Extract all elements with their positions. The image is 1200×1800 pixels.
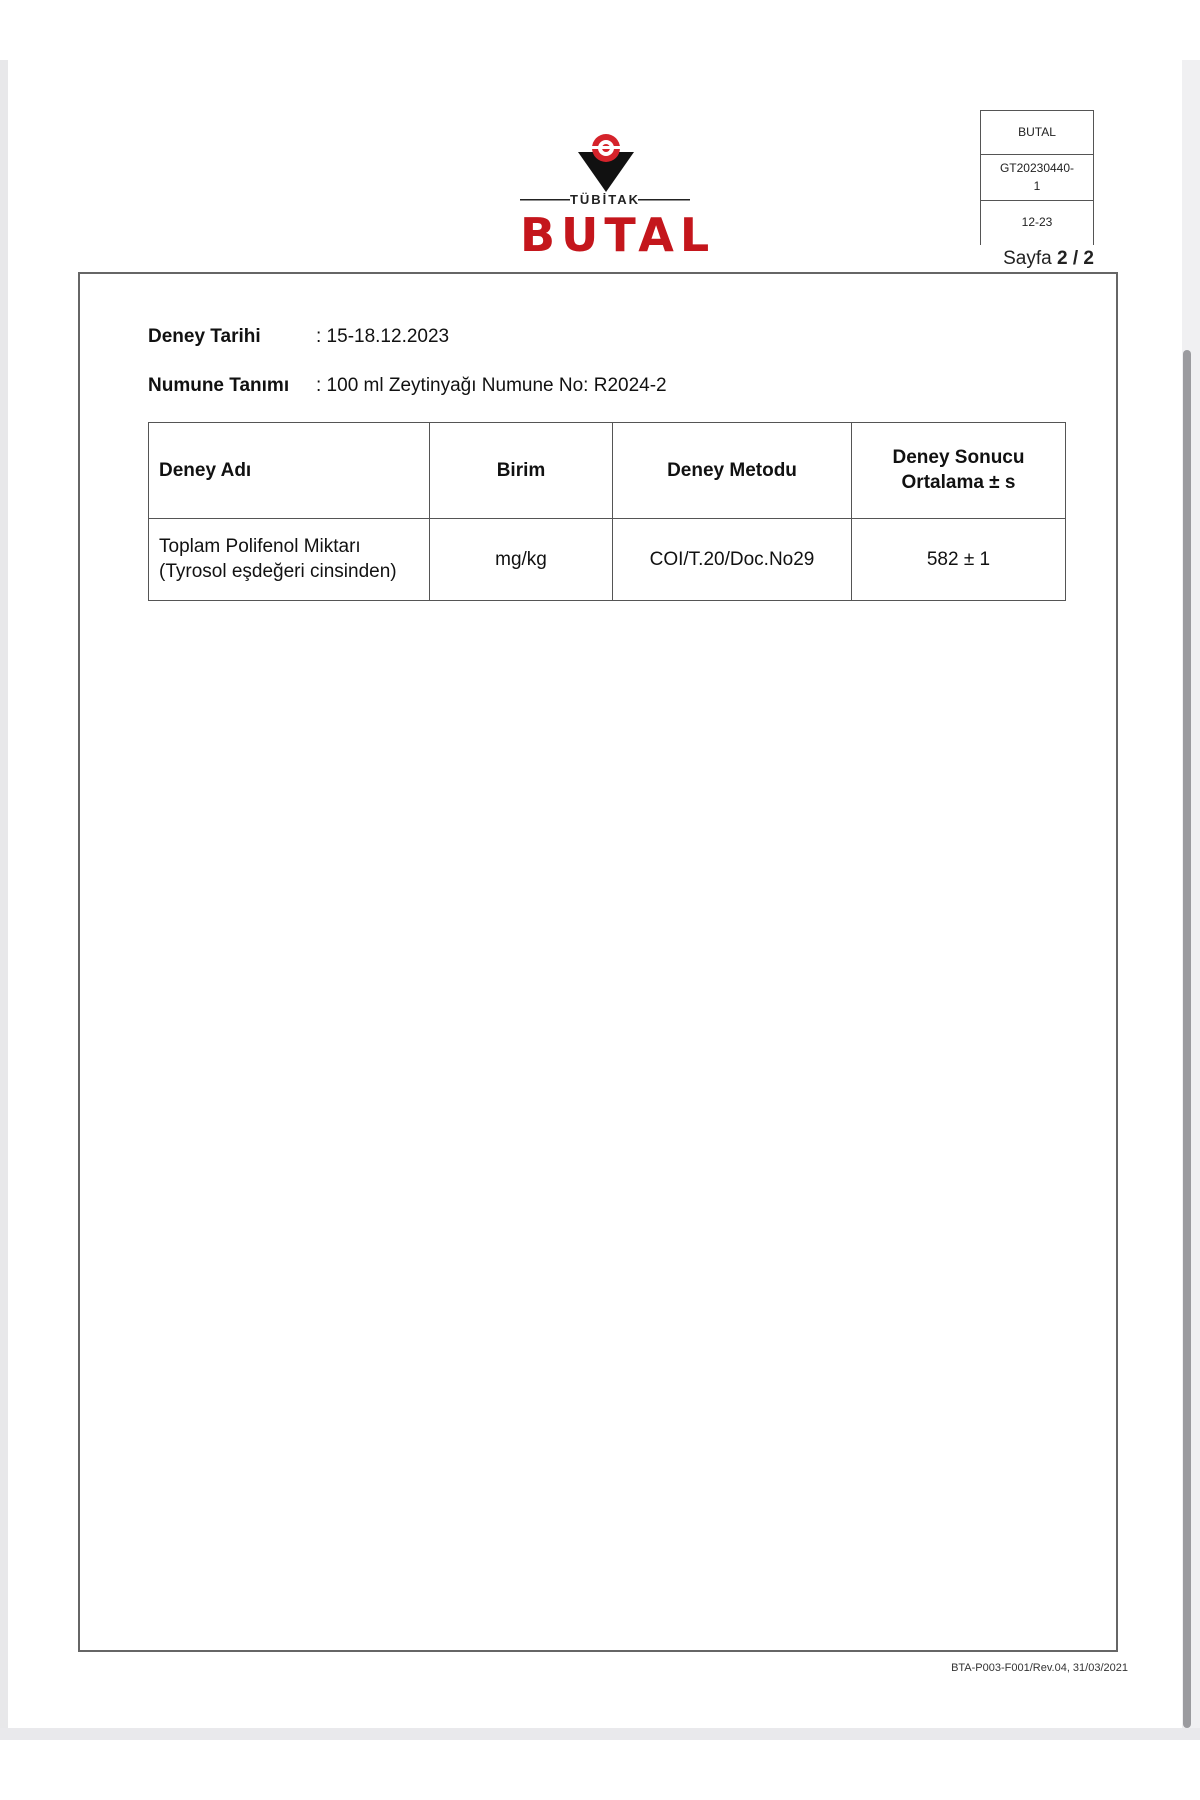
document-info-box bbox=[980, 110, 1094, 245]
tubitak-emblem-icon bbox=[520, 124, 690, 194]
table-row bbox=[149, 519, 1066, 601]
table-cell-method: COI/T.20/Doc.No29 bbox=[613, 519, 852, 601]
page-number: Sayfa 2 / 2 bbox=[1003, 248, 1094, 269]
info-report-number: GT20230440- 1 bbox=[981, 155, 1093, 201]
test-date-value: : 15-18.12.2023 bbox=[316, 326, 450, 347]
page-edge-left bbox=[0, 60, 8, 1732]
column-header: Deney Adı bbox=[149, 423, 430, 519]
vertical-scrollbar[interactable] bbox=[1180, 340, 1194, 1730]
form-code: BTA-P003-F001/Rev.04, 31/03/2021 bbox=[951, 1662, 1128, 1674]
scrollbar-thumb[interactable] bbox=[1183, 350, 1191, 1728]
column-header: Deney Metodu bbox=[613, 423, 852, 519]
info-lab-code: BUTAL bbox=[981, 111, 1093, 155]
test-date-label: Deney Tarihi bbox=[148, 326, 261, 347]
column-header: Birim bbox=[430, 423, 613, 519]
table-cell-result: 582 ± 1 bbox=[852, 519, 1066, 601]
table-header-row bbox=[149, 423, 1066, 519]
tubitak-butal-logo bbox=[520, 124, 716, 272]
table-cell-unit: mg/kg bbox=[430, 519, 613, 601]
info-date-code: 12-23 bbox=[1021, 215, 1053, 230]
sample-description-label: Numune Tanımı bbox=[148, 375, 290, 396]
table-cell-test-name: Toplam Polifenol Miktarı (Tyrosol eşdeğeri cinsinden) bbox=[149, 519, 430, 601]
page-bottom-edge bbox=[0, 1728, 1200, 1740]
logo-org-text: TÜBİTAK bbox=[569, 192, 641, 207]
logo-brand-text: BUTAL bbox=[520, 208, 716, 262]
results-table bbox=[148, 422, 1066, 601]
column-header: Deney Sonucu Ortalama ± s bbox=[852, 423, 1066, 519]
sample-description-value: : 100 ml Zeytinyağı Numune No: R2024-2 bbox=[316, 375, 667, 396]
